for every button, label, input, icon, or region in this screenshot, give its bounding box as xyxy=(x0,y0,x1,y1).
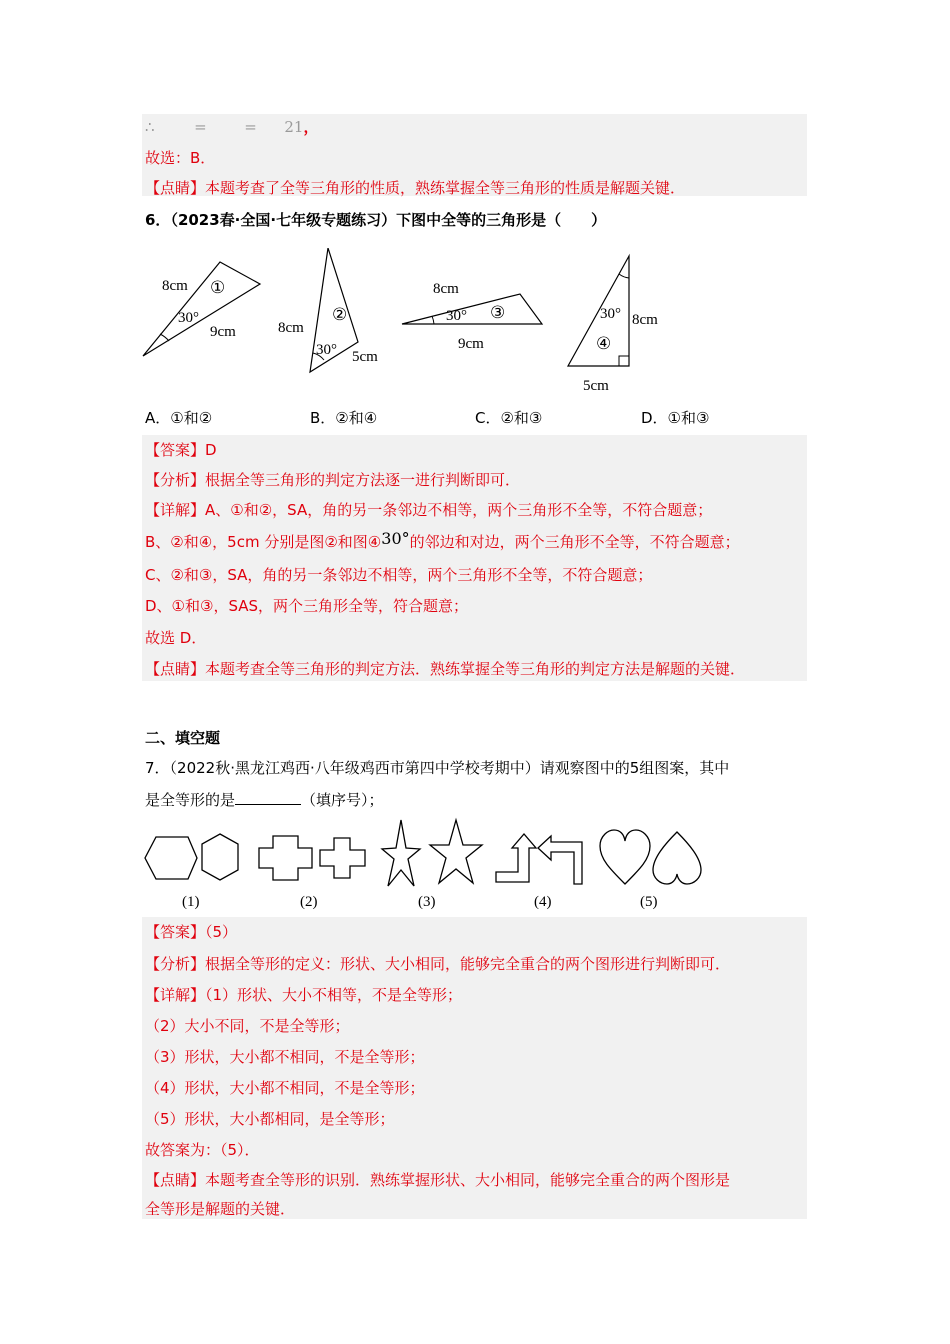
figure-label-2: (2) xyxy=(300,894,318,910)
option-a: A．①和② xyxy=(145,409,213,427)
q6-analysis: 【分析】根据全等三角形的判定方法逐一进行判断即可． xyxy=(145,471,521,489)
q7-stem-line-1: 7．（2022秋·黑龙江鸡西·八年级鸡西市第四中学校考期中）请观察图中的5组图案，其中 xyxy=(145,759,730,777)
therefore-line: ∴ = = 21， xyxy=(145,118,319,136)
t4-label: ④ xyxy=(596,334,612,353)
q7-comment-1: 【点睛】本题考查全等形的识别．熟练掌握形状、大小相同，能够完全重合的两个图形是 xyxy=(145,1171,731,1189)
t4-side-b: 5cm xyxy=(583,378,609,394)
q6-comment: 【点睛】本题考查全等三角形的判定方法．熟练掌握全等三角形的判定方法是解题的关键． xyxy=(145,660,746,678)
figure-label-4: (4) xyxy=(534,894,552,910)
figure-label-1: (1) xyxy=(182,894,200,910)
prev-comment: 【点睛】本题考查了全等三角形的性质，熟练掌握全等三角形的性质是解题关键． xyxy=(145,179,686,197)
option-d: D．①和③ xyxy=(641,409,710,427)
t1-angle: 30° xyxy=(178,310,199,326)
option-b: B．②和④ xyxy=(310,409,378,427)
star-pair xyxy=(382,820,482,886)
t1-label: ① xyxy=(210,278,226,297)
t4-angle: 30° xyxy=(600,306,621,322)
q6-detail-4: D、①和③，SAS，两个三角形全等，符合题意； xyxy=(145,597,469,615)
figure-label-5: (5) xyxy=(640,894,658,910)
q6-choice: 故选 D． xyxy=(145,629,207,647)
t3-angle: 30° xyxy=(446,308,467,324)
q7-detail-4: （4）形状，大小都不相同，不是全等形； xyxy=(145,1079,425,1097)
t3-label: ③ xyxy=(490,303,506,322)
option-c: C．②和③ xyxy=(475,409,543,427)
t3-side-a: 8cm xyxy=(433,281,459,297)
cross-pair xyxy=(259,836,365,880)
q7-analysis: 【分析】根据全等形的定义：形状、大小相同，能够完全重合的两个图形进行判断即可． xyxy=(145,955,731,973)
q7-final: 故答案为：（5）． xyxy=(145,1141,260,1159)
t1-side-a: 8cm xyxy=(162,278,188,294)
triangle-2 xyxy=(278,248,378,372)
triangle-4 xyxy=(568,256,658,394)
q6-answer: 【答案】D xyxy=(145,441,217,459)
q7-detail-1: 【详解】（1）形状、大小不相等，不是全等形； xyxy=(145,986,463,1004)
figure-label-3: (3) xyxy=(418,894,436,910)
t3-side-b: 9cm xyxy=(458,336,484,352)
hexagon-pair xyxy=(145,834,238,880)
arrow-pair xyxy=(496,834,582,884)
prev-choice: 故选：B． xyxy=(145,149,216,167)
q6-stem: 6．（2023春·全国·七年级专题练习）下图中全等的三角形是（ ） xyxy=(145,211,607,229)
q7-detail-3: （3）形状，大小都不相同，不是全等形； xyxy=(145,1048,425,1066)
q7-stem-line-2: 是全等形的是 （填序号）； xyxy=(145,791,384,809)
t2-side-a: 8cm xyxy=(278,320,304,336)
q7-detail-5: （5）形状，大小都相同，是全等形； xyxy=(145,1110,395,1128)
triangle-3 xyxy=(402,281,542,352)
q7-comment-2: 全等形是解题的关键． xyxy=(145,1200,296,1218)
q7-detail-2: （2）大小不同，不是全等形； xyxy=(145,1017,350,1035)
q6-detail-2: B、②和④，5cm 分别是图②和图④30°的邻边和对边，两个三角形不全等，不符合题意； xyxy=(145,529,740,551)
t2-side-b: 5cm xyxy=(352,349,378,365)
q7-answer: 【答案】（5） xyxy=(145,923,238,941)
t1-side-b: 9cm xyxy=(210,324,236,340)
t4-side-a: 8cm xyxy=(632,312,658,328)
q6-detail-1: 【详解】A、①和②，SA，角的另一条邻边不相等，两个三角形不全等，不符合题意； xyxy=(145,501,713,519)
answer-blank xyxy=(235,790,301,805)
t2-angle: 30° xyxy=(316,342,337,358)
q6-detail-3: C、②和③，SA，角的另一条邻边不相等，两个三角形不全等，不符合题意； xyxy=(145,566,653,584)
q7-shape-figures xyxy=(140,814,720,894)
section-title: 二、填空题 xyxy=(145,729,221,747)
t2-label: ② xyxy=(332,305,348,324)
heart-pair xyxy=(600,830,701,884)
triangle-1 xyxy=(143,262,260,356)
q6-triangle-figures xyxy=(140,248,680,398)
